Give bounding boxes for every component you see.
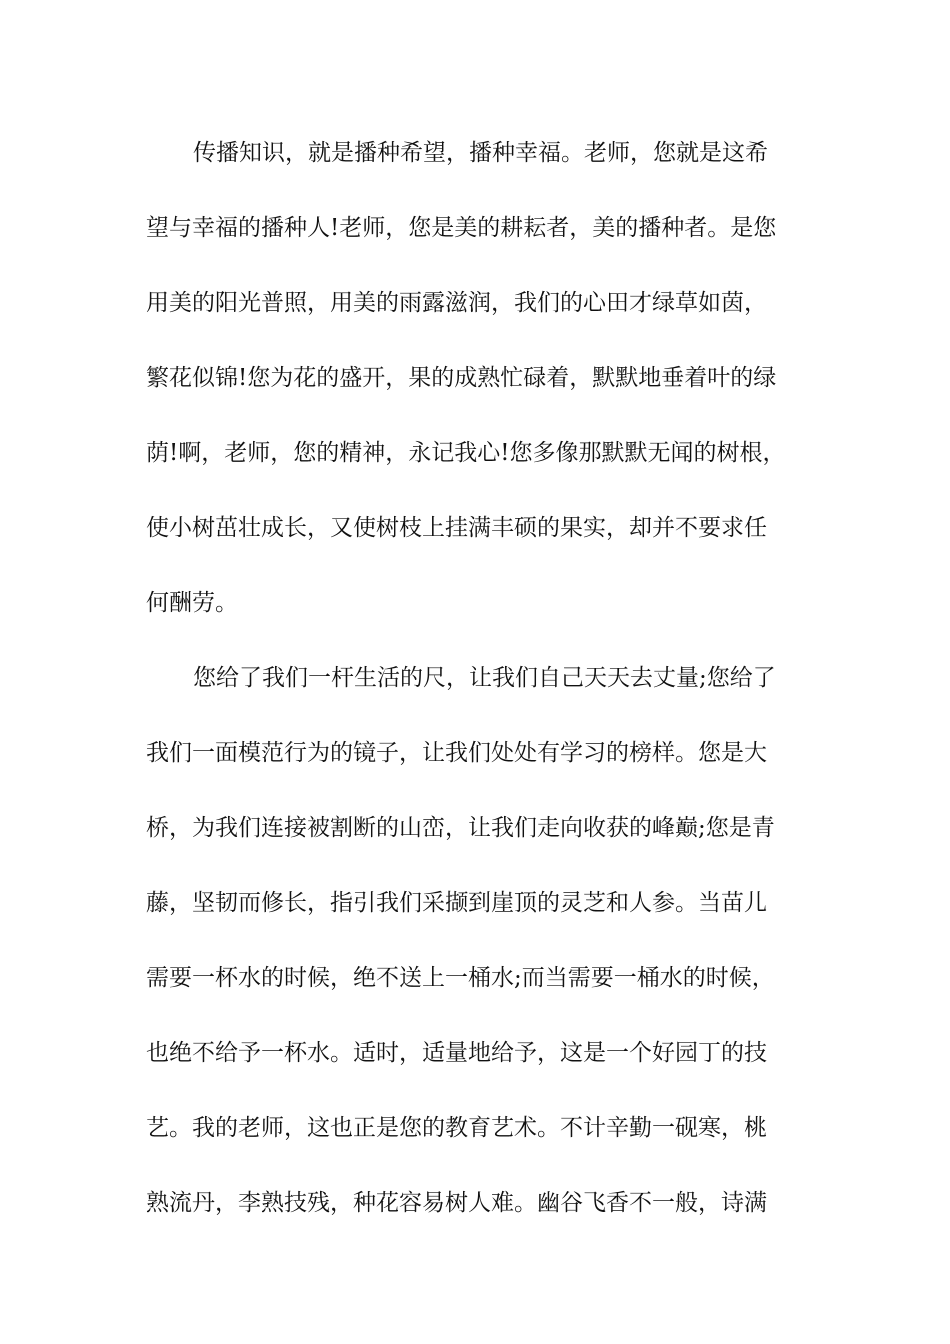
text-line: 桥，为我们连接被割断的山峦，让我们走向收获的峰巅;您是青 (146, 815, 775, 841)
text-line: 您给了我们一杆生活的尺，让我们自己天天去丈量;您给了 (193, 665, 776, 691)
text-line: 我们一面模范行为的镜子，让我们处处有学习的榜样。您是大 (146, 740, 767, 766)
text-line: 藤，坚韧而修长，指引我们采撷到崖顶的灵芝和人参。当苗儿 (146, 890, 767, 916)
text-line: 何酬劳。 (146, 590, 238, 616)
text-line: 使小树茁壮成长，又使树枝上挂满丰硕的果实，却并不要求任 (146, 515, 767, 541)
text-line: 传播知识，就是播种希望，播种幸福。老师，您就是这希 (193, 140, 768, 166)
text-line: 熟流丹，李熟技残，种花容易树人难。幽谷飞香不一般，诗满 (146, 1190, 767, 1216)
text-line: 也绝不给予一杯水。适时，适量地给予，这是一个好园丁的技 (146, 1040, 767, 1066)
text-line: 繁花似锦!您为花的盛开，果的成熟忙碌着，默默地垂着叶的绿 (146, 365, 777, 391)
text-line: 荫!啊，老师，您的精神，永记我心!您多像那默默无闻的树根， (146, 440, 786, 466)
text-line: 需要一杯水的时候，绝不送上一桶水;而当需要一桶水的时候， (146, 965, 775, 991)
text-line: 用美的阳光普照，用美的雨露滋润，我们的心田才绿草如茵， (146, 290, 767, 316)
text-line: 艺。我的老师，这也正是您的教育艺术。不计辛勤一砚寒，桃 (146, 1115, 767, 1141)
text-line: 望与幸福的播种人!老师，您是美的耕耘者，美的播种者。是您 (146, 215, 777, 241)
